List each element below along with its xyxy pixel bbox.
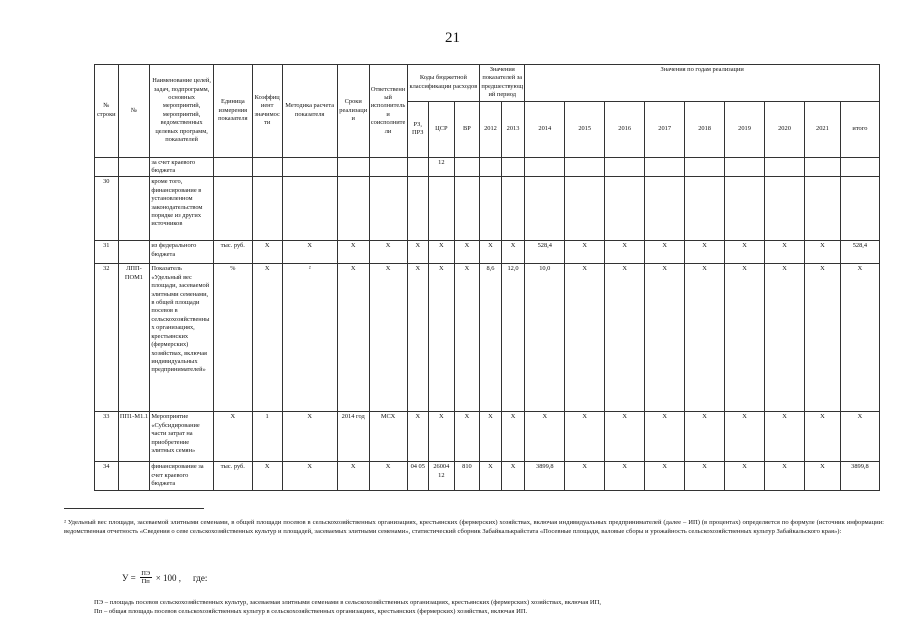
cell-no: ПП1-М1.1 (118, 412, 150, 462)
cell-method (282, 157, 337, 177)
cell-y2018: X (685, 412, 725, 462)
cell-csr: X (429, 412, 455, 462)
indicators-table (94, 64, 880, 491)
header-terms: Сроки реализации (337, 65, 369, 158)
cell-total (840, 177, 879, 241)
legend-pe: ПЭ – площадь посевов сельскохозяйственных культур, засеваемая элитными семенами в сельскохозяйственных организациях, крестьянских (фермерских) хозяйствах, включая ИП, (94, 599, 602, 606)
cell-y2013: 12,0 (501, 264, 525, 412)
header-csr: ЦСР (429, 101, 455, 157)
cell-total (840, 157, 879, 177)
cell-vr (454, 177, 480, 241)
header-2014: 2014 (525, 101, 565, 157)
cell-coef (252, 157, 282, 177)
cell-terms: X (337, 241, 369, 264)
formula-denominator: Пп (141, 578, 150, 585)
cell-unit (213, 157, 252, 177)
cell-no: ЛПП-ПОМ1 (118, 264, 150, 412)
cell-csr: X (429, 241, 455, 264)
cell-executor (369, 157, 407, 177)
cell-y2017 (645, 177, 685, 241)
cell-y2014 (525, 177, 565, 241)
header-vr: ВР (454, 101, 480, 157)
cell-name: Показатель «Удельный вес площади, засеваемой элитными семенами, в общей площади посевов в сельскохозяйственных организациях, крестьянских (фермерских) хозяйствах, включая индивидуальных предпринимателей» (150, 264, 214, 412)
header-coef: Коэффициент значимости (252, 65, 282, 158)
cell-y2012 (480, 157, 502, 177)
formula (122, 570, 207, 585)
cell-y2019: X (725, 241, 765, 264)
header-unit: Единица измерения показателя (213, 65, 252, 158)
cell-y2016 (605, 157, 645, 177)
cell-name: из федерального бюджета (150, 241, 214, 264)
cell-y2019 (725, 177, 765, 241)
cell-y2020: X (765, 412, 805, 462)
footnote-text: ² Удельный вес площади, засеваемой элитными семенами, в общей площади посевов в сельскохозяйственных организациях, крестьянских (фермерских) хозяйствах, включая индивидуальных предпринимателей (далее – ИП) (в процентах) определяется по формуле (источник информации: ведомственная отчетность «Сведения о севе сельскохозяйственных культур и площадей, засеваемых элитными семенами», статистический сборник Забайкалькрайстата «Посевные площади, валовые сборы и урожайность сельскохозяйственных культур Забайкальского края»): (64, 519, 884, 535)
cell-unit: % (213, 264, 252, 412)
cell-terms (337, 177, 369, 241)
cell-no (118, 177, 150, 241)
cell-y2020: X (765, 264, 805, 412)
cell-rz: X (407, 264, 429, 412)
header-method: Методика расчета показателя (282, 65, 337, 158)
cell-y2014: 528,4 (525, 241, 565, 264)
cell-y2021: X (804, 412, 840, 462)
cell-csr: X (429, 264, 455, 412)
cell-y2018 (685, 177, 725, 241)
cell-csr: 26004 12 (429, 462, 455, 490)
cell-unit: тыс. руб. (213, 241, 252, 264)
header-no: № (118, 65, 150, 158)
cell-y2019: X (725, 462, 765, 490)
cell-method (282, 177, 337, 241)
cell-y2014: 3899,8 (525, 462, 565, 490)
cell-rz (407, 157, 429, 177)
header-2015: 2015 (565, 101, 605, 157)
table-row (95, 462, 880, 490)
formula-numerator: ПЭ (141, 570, 151, 577)
cell-y2014 (525, 157, 565, 177)
formula-lhs: У = (122, 572, 136, 583)
cell-row-no: 34 (95, 462, 119, 490)
cell-y2015: X (565, 241, 605, 264)
cell-rz: 04 05 (407, 462, 429, 490)
cell-unit (213, 177, 252, 241)
cell-executor: X (369, 264, 407, 412)
header-2013: 2013 (501, 101, 525, 157)
cell-name: финансирование за счет краевого бюджета (150, 462, 214, 490)
cell-total: X (840, 412, 879, 462)
cell-rz: X (407, 412, 429, 462)
cell-y2019 (725, 157, 765, 177)
cell-y2015 (565, 157, 605, 177)
cell-terms: X (337, 462, 369, 490)
cell-y2014: 10,0 (525, 264, 565, 412)
header-2018: 2018 (685, 101, 725, 157)
cell-y2018: X (685, 241, 725, 264)
header-2016: 2016 (605, 101, 645, 157)
cell-vr: 810 (454, 462, 480, 490)
cell-vr: X (454, 264, 480, 412)
cell-unit: тыс. руб. (213, 462, 252, 490)
cell-method: ² (282, 264, 337, 412)
cell-name: кроме того, финансирование в установленном законодательством порядке из других источников (150, 177, 214, 241)
cell-csr: 12 (429, 157, 455, 177)
cell-y2013: X (501, 462, 525, 490)
cell-row-no: 31 (95, 241, 119, 264)
cell-rz: X (407, 241, 429, 264)
cell-y2017: X (645, 241, 685, 264)
cell-total: 3899,8 (840, 462, 879, 490)
cell-y2020: X (765, 462, 805, 490)
cell-y2013: X (501, 412, 525, 462)
cell-y2012 (480, 177, 502, 241)
cell-name: Мероприятие «Субсидирование части затрат на приобретение элитных семян» (150, 412, 214, 462)
cell-terms: 2014 год (337, 412, 369, 462)
legend-pp: Пп – общая площадь посевов сельскохозяйственных культур в сельскохозяйственных организациях, крестьянских (фермерских) хозяйствах, включая ИП. (94, 608, 528, 615)
cell-row-no: 33 (95, 412, 119, 462)
cell-vr: X (454, 241, 480, 264)
cell-y2015: X (565, 412, 605, 462)
header-total: итого (840, 101, 879, 157)
cell-y2017: X (645, 412, 685, 462)
cell-no (118, 462, 150, 490)
cell-y2016 (605, 177, 645, 241)
cell-y2017: X (645, 264, 685, 412)
cell-total: X (840, 264, 879, 412)
cell-coef: 1 (252, 412, 282, 462)
header-2017: 2017 (645, 101, 685, 157)
header-2019: 2019 (725, 101, 765, 157)
cell-y2016: X (605, 264, 645, 412)
cell-method: X (282, 462, 337, 490)
cell-y2016: X (605, 462, 645, 490)
header-prev-period: Значения показателей за предшествующий период (480, 65, 525, 102)
cell-y2021 (804, 157, 840, 177)
cell-y2017 (645, 157, 685, 177)
cell-y2020: X (765, 241, 805, 264)
cell-y2016: X (605, 412, 645, 462)
cell-y2012: X (480, 241, 502, 264)
cell-terms (337, 157, 369, 177)
table-row (95, 157, 880, 177)
cell-coef (252, 177, 282, 241)
table-row (95, 241, 880, 264)
cell-y2020 (765, 157, 805, 177)
formula-rhs: × 100 , (155, 572, 182, 583)
cell-y2016: X (605, 241, 645, 264)
cell-coef: X (252, 241, 282, 264)
cell-name: за счет краевого бюджета (150, 157, 214, 177)
cell-y2013 (501, 157, 525, 177)
header-row-no: № строки (95, 65, 119, 158)
header-2012: 2012 (480, 101, 502, 157)
header-budget-codes: Коды бюджетной классификации расходов (407, 65, 480, 102)
cell-terms: X (337, 264, 369, 412)
cell-y2019: X (725, 264, 765, 412)
header-2021: 2021 (804, 101, 840, 157)
cell-row-no: 30 (95, 177, 119, 241)
cell-method: X (282, 241, 337, 264)
header-by-years: Значения по годам реализации (525, 65, 880, 102)
cell-y2015: X (565, 462, 605, 490)
cell-y2015: X (565, 264, 605, 412)
table-row (95, 177, 880, 241)
cell-executor (369, 177, 407, 241)
footnote-separator (64, 508, 204, 509)
cell-y2020 (765, 177, 805, 241)
cell-rz (407, 177, 429, 241)
cell-y2017: X (645, 462, 685, 490)
cell-total: 528,4 (840, 241, 879, 264)
cell-y2021: X (804, 241, 840, 264)
cell-method: X (282, 412, 337, 462)
header-rz: РЗ, ПРЗ (407, 101, 429, 157)
cell-y2021: X (804, 462, 840, 490)
page-number: 21 (445, 30, 460, 46)
cell-coef: X (252, 264, 282, 412)
cell-y2018 (685, 157, 725, 177)
cell-y2012: X (480, 462, 502, 490)
cell-y2018: X (685, 264, 725, 412)
cell-no (118, 157, 150, 177)
header-name: Наименование целей, задач, подпрограмм, основных мероприятий, мероприятий, ведомственных целевых программ, показателей (150, 65, 214, 158)
table-row (95, 264, 880, 412)
cell-row-no: 32 (95, 264, 119, 412)
cell-y2012: X (480, 412, 502, 462)
indicators-table-container (94, 64, 880, 491)
table-row (95, 412, 880, 462)
cell-y2012: 8,6 (480, 264, 502, 412)
cell-y2015 (565, 177, 605, 241)
header-2020: 2020 (765, 101, 805, 157)
cell-y2013: X (501, 241, 525, 264)
cell-y2021 (804, 177, 840, 241)
cell-vr (454, 157, 480, 177)
cell-unit: X (213, 412, 252, 462)
cell-y2019: X (725, 412, 765, 462)
cell-coef: X (252, 462, 282, 490)
cell-y2018: X (685, 462, 725, 490)
cell-no (118, 241, 150, 264)
formula-where: где: (193, 572, 208, 583)
cell-y2013 (501, 177, 525, 241)
cell-y2014: X (525, 412, 565, 462)
cell-csr (429, 177, 455, 241)
header-executor: Ответственный исполнитель и соисполнители (369, 65, 407, 158)
cell-y2021: X (804, 264, 840, 412)
cell-row-no (95, 157, 119, 177)
cell-executor: X (369, 462, 407, 490)
cell-executor: X (369, 241, 407, 264)
cell-executor: МСХ (369, 412, 407, 462)
cell-vr: X (454, 412, 480, 462)
formula-fraction (140, 570, 152, 585)
